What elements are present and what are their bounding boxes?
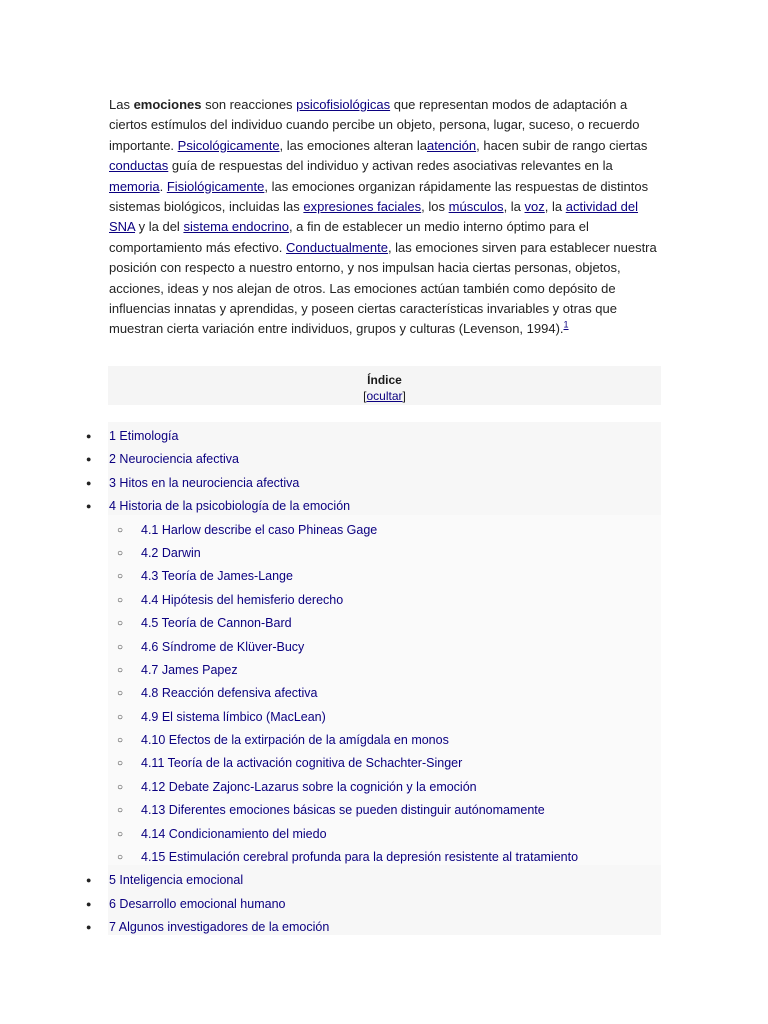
paragraph-text: , las emociones alteran la: [279, 137, 427, 153]
circle-bullet-icon: ○: [117, 805, 124, 817]
toc-link[interactable]: 4.4 Hipótesis del hemisferio derecho: [141, 592, 344, 607]
toc-bracket-open: [: [363, 389, 367, 403]
circle-bullet-icon: ○: [117, 594, 124, 606]
inline-link[interactable]: expresiones faciales: [303, 199, 422, 215]
toc-item: [0, 448, 768, 471]
toc-list: [0, 425, 768, 940]
toc-subitem: [0, 706, 768, 729]
toc-link[interactable]: 4.2 Darwin: [141, 545, 201, 560]
toc-header: [108, 366, 661, 405]
toc-link[interactable]: 4.14 Condicionamiento del miedo: [141, 826, 327, 841]
circle-bullet-icon: ○: [117, 852, 124, 864]
circle-bullet-icon: ○: [117, 758, 124, 770]
bullet-icon: ●: [86, 431, 92, 441]
toc-title: Índice: [367, 373, 402, 387]
inline-link[interactable]: músculos: [448, 199, 504, 215]
circle-bullet-icon: ○: [117, 828, 124, 840]
toc-hide-link[interactable]: ocultar: [366, 389, 403, 403]
paragraph-text: guía de respuestas del individuo y activan redes asociativas relevantes en la: [168, 158, 613, 174]
toc-item: [0, 893, 768, 916]
toc-bracket-close: ]: [402, 389, 406, 403]
intro-paragraph: [109, 95, 661, 340]
inline-link[interactable]: Conductualmente: [286, 239, 388, 255]
paragraph-text: Las: [109, 97, 134, 112]
toc-subitem: [0, 519, 768, 542]
inline-link[interactable]: Fisiológicamente: [166, 178, 265, 194]
toc-link[interactable]: 4.9 El sistema límbico (MacLean): [141, 709, 326, 724]
inline-link[interactable]: psicofisiológicas: [296, 97, 391, 112]
paragraph-text: , la: [503, 199, 525, 215]
circle-bullet-icon: ○: [117, 524, 124, 536]
toc-item: [0, 916, 768, 939]
circle-bullet-icon: ○: [117, 735, 124, 747]
toc-link[interactable]: 4.1 Harlow describe el caso Phineas Gage: [141, 522, 378, 537]
circle-bullet-icon: ○: [117, 711, 124, 723]
circle-bullet-icon: ○: [117, 571, 124, 583]
paragraph-text: , los: [421, 199, 449, 215]
toc-link[interactable]: 4.3 Teoría de James-Lange: [141, 569, 293, 584]
toc-link[interactable]: 4.10 Efectos de la extirpación de la amígdala en monos: [141, 733, 449, 748]
circle-bullet-icon: ○: [117, 664, 124, 676]
bullet-icon: ●: [86, 922, 92, 933]
bullet-icon: ●: [86, 875, 92, 886]
toc-subitem: [0, 589, 768, 612]
toc-subitem: [0, 636, 768, 659]
toc-link[interactable]: 7 Algunos investigadores de la emoción: [109, 920, 330, 935]
toc-item: [0, 472, 768, 495]
toc-item: [0, 425, 768, 448]
toc-subitem: [0, 799, 768, 822]
toc-link[interactable]: 6 Desarrollo emocional humano: [109, 896, 286, 911]
toc-link[interactable]: 4.5 Teoría de Cannon-Bard: [141, 616, 292, 631]
toc-item: [0, 495, 768, 518]
inline-link[interactable]: actividad del SNA: [109, 199, 639, 235]
toc-link[interactable]: 4.12 Debate Zajonc-Lazarus sobre la cognición y la emoción: [141, 779, 477, 794]
toc-subitem: [0, 729, 768, 752]
circle-bullet-icon: ○: [117, 688, 124, 700]
bullet-icon: ●: [86, 501, 92, 512]
paragraph-text: son reacciones: [201, 97, 297, 112]
paragraph-text: , hacen subir de rango ciertas: [476, 137, 648, 153]
inline-link[interactable]: atención: [426, 137, 477, 153]
toc-subitem: [0, 776, 768, 799]
toc-link[interactable]: 2 Neurociencia afectiva: [109, 452, 239, 467]
toc-subitem: [0, 846, 768, 869]
toc-subitem: [0, 752, 768, 775]
bullet-icon: ●: [86, 477, 92, 488]
toc-link[interactable]: 4.8 Reacción defensiva afectiva: [141, 686, 318, 701]
circle-bullet-icon: ○: [117, 618, 124, 630]
paragraph-text: , las emociones organizan rápidamente las respuestas de distintos sistemas biológicos, incluidas las: [109, 178, 649, 215]
footnote-ref: [564, 320, 569, 330]
toc-link[interactable]: 4.15 Estimulación cerebral profunda para la depresión resistente al tratamiento: [141, 850, 579, 865]
toc-subitem: [0, 565, 768, 588]
paragraph-text: .: [159, 178, 167, 194]
inline-link[interactable]: sistema endocrino: [183, 219, 289, 235]
toc-link[interactable]: 4.7 James Papez: [141, 662, 238, 677]
toc-toggle-wrapper: [108, 388, 661, 405]
toc-subitem: [0, 823, 768, 846]
inline-link[interactable]: Psicológicamente: [177, 137, 280, 153]
paragraph-text: , la: [544, 199, 566, 215]
toc-subitem: [0, 682, 768, 705]
paragraph-text: que representan modos de adaptación a ciertos estímulos del individuo cuando percibe un objeto, persona, lugar, suceso, o recuerdo importante.: [109, 97, 640, 153]
inline-link[interactable]: memoria: [109, 178, 160, 194]
circle-bullet-icon: ○: [117, 547, 124, 559]
paragraph-text: , a fin de establecer un medio interno óptimo para el comportamiento más efectivo.: [109, 219, 589, 255]
toc-subitem: [0, 542, 768, 565]
circle-bullet-icon: ○: [117, 781, 124, 793]
toc-subitem: [0, 659, 768, 682]
paragraph-text: y la del: [135, 219, 184, 235]
toc-link[interactable]: 4.6 Síndrome de Klüver-Bucy: [141, 639, 305, 654]
bullet-icon: ●: [86, 454, 92, 465]
bold-term: emociones: [133, 97, 202, 112]
footnote-link[interactable]: 1: [563, 320, 569, 331]
toc-link[interactable]: 1 Etimología: [109, 429, 179, 443]
inline-link[interactable]: voz: [524, 199, 545, 215]
circle-bullet-icon: ○: [117, 641, 124, 653]
toc-link[interactable]: 4.11 Teoría de la activación cognitiva de Schachter-Singer: [141, 756, 463, 771]
inline-link[interactable]: conductas: [109, 158, 169, 174]
toc-link[interactable]: 4.13 Diferentes emociones básicas se pueden distinguir autónomamente: [141, 803, 545, 818]
toc-item: [0, 869, 768, 892]
toc-subitem: [0, 612, 768, 635]
toc-link[interactable]: 4 Historia de la psicobiología de la emoción: [109, 499, 351, 514]
toc-link[interactable]: 3 Hitos en la neurociencia afectiva: [109, 475, 300, 490]
toc-link[interactable]: 5 Inteligencia emocional: [109, 873, 244, 888]
bullet-icon: ●: [86, 898, 92, 909]
paragraph-text: , las emociones sirven para establecer nuestra posición con respecto a nuestro entorno, y nos impulsan hacia ciertas personas, objetos, acciones, ideas y nos alejan de otros. Las emociones actúan también como depósito de influencias innatas y aprendidas, y poseen ciertas características invariables y otras que muestran cierta variación entre individuos, grupos y culturas (Levenson, 1994).: [109, 239, 657, 337]
